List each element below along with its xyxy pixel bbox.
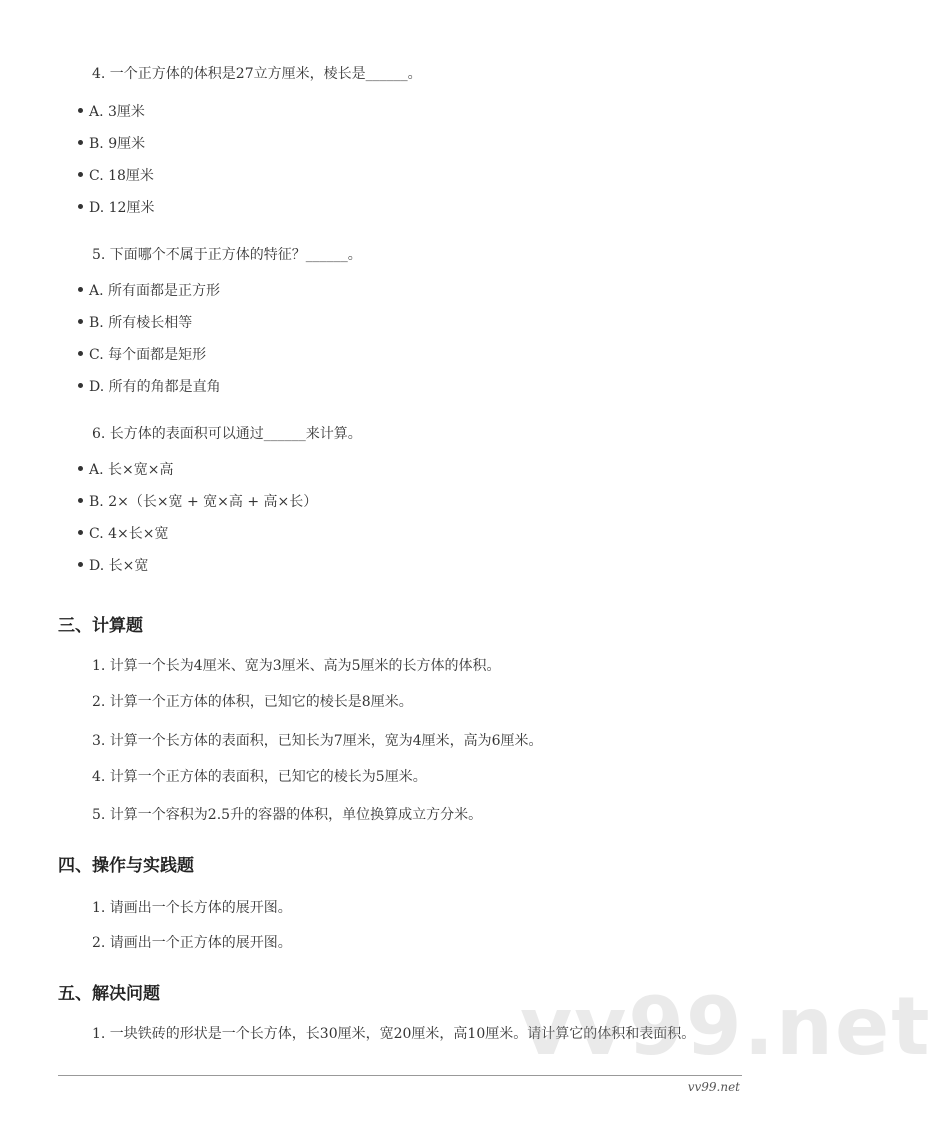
question-6-stem: 6. 长方体的表面积可以通过______来计算。	[92, 426, 362, 442]
footer-site: vv99.net	[687, 1080, 740, 1094]
section-4-heading: 四、操作与实践题	[58, 856, 194, 876]
bullet-icon	[78, 319, 83, 324]
section-3-item-3: 3. 计算一个长方体的表面积，已知长为7厘米，宽为4厘米，高为6厘米。	[92, 733, 543, 749]
section-5-item-1: 1. 一块铁砖的形状是一个长方体，长30厘米，宽20厘米，高10厘米。请计算它的体积和表面积。	[92, 1026, 696, 1042]
question-4-option-c: C. 18厘米	[78, 166, 154, 186]
section-3-item-5: 5. 计算一个容积为2.5升的容器的体积，单位换算成立方分米。	[92, 807, 483, 823]
question-5-option-b: B. 所有棱长相等	[78, 313, 192, 333]
bullet-icon	[78, 108, 83, 113]
question-4-stem: 4. 一个正方体的体积是27立方厘米，棱长是______。	[92, 66, 422, 82]
section-3-item-4: 4. 计算一个正方体的表面积，已知它的棱长为5厘米。	[92, 769, 427, 785]
bullet-icon	[78, 351, 83, 356]
footer-divider	[58, 1075, 742, 1076]
section-4-item-1: 1. 请画出一个长方体的展开图。	[92, 900, 292, 916]
question-6-option-b: B. 2×（长×宽 + 宽×高 + 高×长）	[78, 492, 317, 512]
question-5-option-c: C. 每个面都是矩形	[78, 345, 206, 365]
section-3-item-1: 1. 计算一个长为4厘米、宽为3厘米、高为5厘米的长方体的体积。	[92, 658, 501, 674]
bullet-icon	[78, 466, 83, 471]
question-6-option-c: C. 4×长×宽	[78, 524, 168, 544]
question-6-option-a: A. 长×宽×高	[78, 460, 173, 480]
question-4-option-a: A. 3厘米	[78, 102, 145, 122]
bullet-icon	[78, 530, 83, 535]
bullet-icon	[78, 498, 83, 503]
section-3-item-2: 2. 计算一个正方体的体积，已知它的棱长是8厘米。	[92, 694, 413, 710]
question-5-stem: 5. 下面哪个不属于正方体的特征？______。	[92, 247, 362, 263]
question-6-option-d: D. 长×宽	[78, 556, 148, 576]
question-4-option-b: B. 9厘米	[78, 134, 145, 154]
section-4-item-2: 2. 请画出一个正方体的展开图。	[92, 935, 292, 951]
bullet-icon	[78, 562, 83, 567]
question-5-option-a: A. 所有面都是正方形	[78, 281, 220, 301]
question-4-option-d: D. 12厘米	[78, 198, 154, 218]
watermark: vv99.net	[520, 980, 931, 1073]
section-3-heading: 三、计算题	[58, 616, 143, 636]
bullet-icon	[78, 172, 83, 177]
bullet-icon	[78, 287, 83, 292]
question-5-option-d: D. 所有的角都是直角	[78, 377, 221, 397]
section-5-heading: 五、解决问题	[58, 984, 160, 1004]
bullet-icon	[78, 383, 83, 388]
bullet-icon	[78, 140, 83, 145]
bullet-icon	[78, 204, 83, 209]
